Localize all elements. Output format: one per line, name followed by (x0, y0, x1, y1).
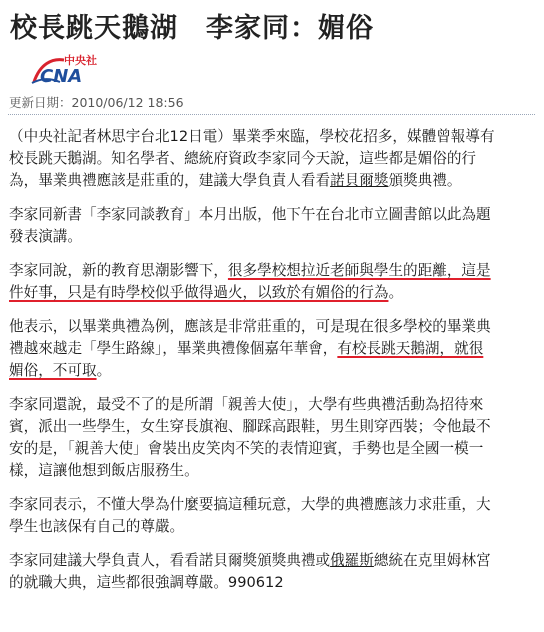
paragraph-7 (9, 550, 539, 594)
text-line: 的就職大典，這些都很強調尊嚴。990612 (9, 574, 284, 591)
paragraph-3 (9, 260, 539, 304)
paragraph-6 (9, 494, 539, 538)
update-date: 更新日期：2010/06/12 18:56 (9, 95, 184, 110)
text-line: 發表演講。 (9, 228, 82, 245)
text-segment: 李家同說，新的教育思潮影響下， (9, 262, 228, 279)
highlighted-text: 有校長跳天鵝湖，就很 (337, 340, 484, 357)
article-body (9, 126, 539, 606)
text-line (9, 260, 539, 282)
paragraph-1 (9, 126, 539, 192)
text-line: 賓，派出一些學生，女生穿長旗袍、腳踩高跟鞋，男生則穿西裝；令他最不 (9, 418, 491, 435)
text-segment: 為，畢業典禮應該是莊重的，建議大學負責人看看 (9, 172, 331, 189)
text-segment: 李家同建議大學負責人，看看諾貝爾獎頒獎典禮或 (9, 552, 331, 569)
text-segment: 總統在克里姆林宮 (373, 552, 491, 569)
text-line: 李家同新書「李家同談教育」本月出版，他下午在台北市立圖書館以此為題 (9, 206, 491, 223)
text-line (9, 170, 539, 192)
highlighted-text: 媚俗，不可取 (9, 362, 97, 379)
text-segment: 。 (388, 284, 404, 301)
paragraph-4 (9, 316, 539, 382)
text-line: 樣，這讓他想到飯店服務生。 (9, 462, 199, 479)
text-line: 他表示，以畢業典禮為例，應該是非常莊重的，可是現在很多學校的畢業典 (9, 318, 491, 335)
paragraph-2 (9, 204, 539, 248)
text-line: 李家同表示，不懂大學為什麼要搞這種玩意，大學的典禮應該力求莊重，大 (9, 496, 491, 513)
text-line: （中央社記者林思宇台北12日電）畢業季來臨，學校花招多，媒體曾報導有 (9, 128, 495, 145)
text-line (9, 282, 539, 304)
highlighted-text: 件好事，只是有時學校似乎做得過火，以致於有媚俗的行為 (9, 284, 389, 301)
text-line: 安的是，「親善大使」會裝出皮笑肉不笑的表情迎賓，手勢也是全國一模一 (9, 440, 484, 457)
text-segment: 頒獎典禮。 (388, 172, 462, 189)
logo-name: 中央社 (64, 54, 97, 67)
logo-letters: CNA (40, 66, 83, 86)
highlighted-text: 很多學校想拉近老師與學生的距離，這是 (227, 262, 491, 279)
article-title: 校長跳天鵝湖 李家同：媚俗 (10, 13, 374, 44)
text-line (9, 360, 539, 382)
text-segment: 。 (96, 362, 112, 379)
paragraph-5 (9, 394, 539, 482)
text-line (9, 550, 539, 572)
divider (8, 114, 535, 115)
cna-logo-icon (30, 52, 110, 86)
text-line: 李家同還說，最受不了的是所謂「親善大使」，大學有些典禮活動為招待來 (9, 396, 484, 413)
text-segment: 禮越來越走「學生路線」，畢業典禮像個嘉年華會， (9, 340, 338, 357)
text-line: 校長跳天鵝湖。知名學者、總統府資政李家同今天說，這些都是媚俗的行 (9, 150, 477, 167)
russia-link[interactable]: 俄羅斯 (330, 552, 374, 569)
text-line: 學生也該保有自己的尊嚴。 (9, 518, 185, 535)
nobel-prize-link[interactable]: 諾貝爾獎 (330, 172, 389, 189)
text-line (9, 338, 539, 360)
